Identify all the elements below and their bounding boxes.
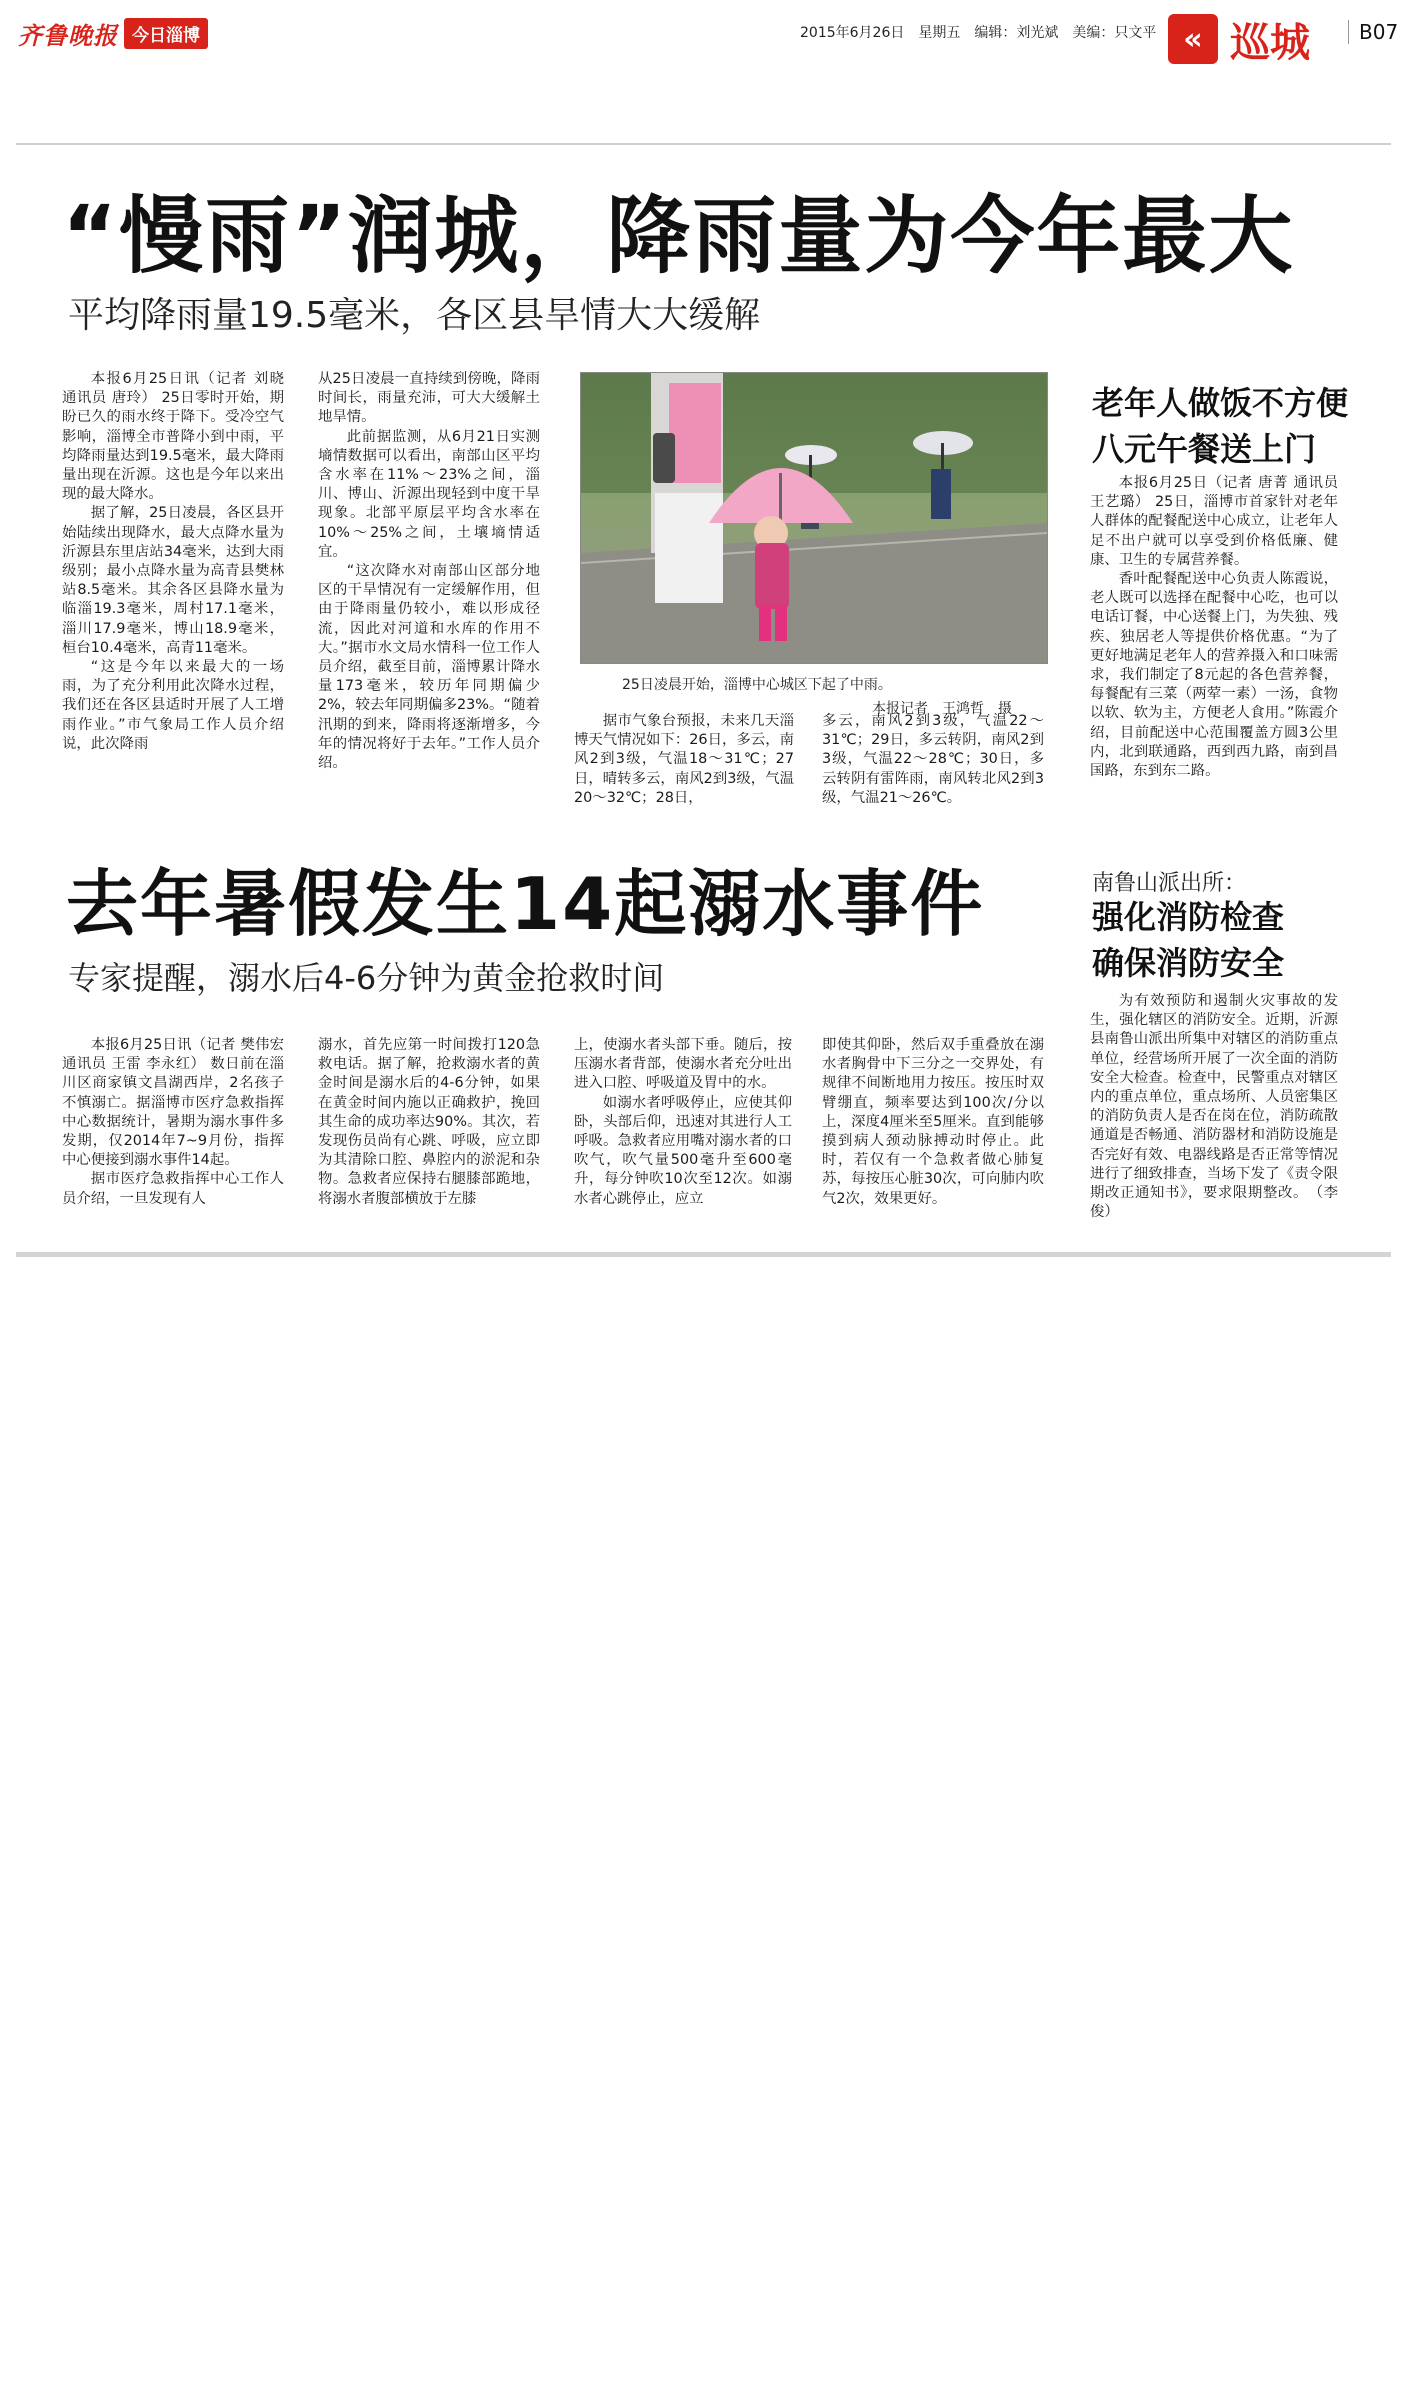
news-photo: [580, 372, 1048, 664]
side2-title-line-2: 确保消防安全: [1092, 944, 1285, 982]
story1-column-1: [62, 370, 284, 830]
masthead-brand: [18, 16, 208, 50]
side1-title-line-2: 八元午餐送上门: [1092, 430, 1317, 468]
paragraph: 香叶配餐配送中心负责人陈霞说，老人既可以选择在配餐中心吃，也可以电话订餐，中心送餐上门，为失独、残疾、独居老人等提供价格优惠。“为了更好地满足老年人的营养摄入和口味需求，我们制定了8元起的各色营养餐，每餐配有三菜（两荤一素）一汤，食物以软、软为主，方便老人食用。”陈霞介绍，目前配送中心范围覆盖方圆3公里内，北到联通路，西到西九路，南到昌国路，东到东二路。: [1090, 571, 1338, 780]
story2-column-3: [574, 1036, 792, 1246]
story1-column-2: [318, 370, 540, 830]
story2-column-1: [62, 1036, 284, 1246]
section-name: 巡城: [1230, 19, 1310, 66]
story2-headline: 去年暑假发生14起溺水事件: [66, 862, 985, 946]
side1-body: [1090, 474, 1338, 850]
paragraph: 此前据监测，从6月21日实测墒情数据可以看出，南部山区平均含水率在11%～23%之间，淄川、博山、沂源出现轻到中度干旱现象。北部平原层平均含水率在10%～25%之间，土壤墒情适宜。: [318, 428, 540, 560]
side2-kicker: 南鲁山派出所：: [1092, 871, 1247, 896]
paragraph: 本报6月25日讯（记者 刘晓 通讯员 唐玲） 25日零时开始，期盼已久的雨水终于降下。受冷空气影响，淄博全市普降小到中雨，平均降雨量达到19.5毫米，最大降雨量出现在沂源。这也是今年以来出现的最大降水。: [62, 371, 284, 503]
issue-meta: [800, 22, 1156, 42]
paragraph: 从25日凌晨一直持续到傍晚，降雨时间长，雨量充沛，可大大缓解土地旱情。: [318, 371, 540, 426]
story1-column-3: [574, 712, 794, 830]
paragraph: 据了解，25日凌晨，各区县开始陆续出现降水，最大点降水量为沂源县东里店站34毫米，达到大雨级别；最小点降水量为高青县樊林站8.5毫米。其余各区县降水量为临淄19.3毫米，周村17.1毫米，淄川17.9毫米，博山18.9毫米，桓台10.4毫米，高青11毫米。: [62, 505, 284, 656]
paragraph: 据市医疗急救指挥中心工作人员介绍，一旦发现有人: [62, 1171, 284, 1207]
paragraph: 即使其仰卧，然后双手重叠放在溺水者胸骨中下三分之一交界处，有规律不间断地用力按压。按压时双臂绷直，频率要达到100次/分以上，深度4厘米至5厘米。直到能够摸到病人颈动脉搏动时停止。此时，若仅有一个急救者做心肺复苏，每按压心脏30次，可向肺内吹气2次，效果更好。: [822, 1037, 1044, 1207]
edition-tag: 今日淄博: [124, 18, 208, 49]
section-tab: [1168, 10, 1368, 68]
story2-subhead: 专家提醒，溺水后4-6分钟为黄金抢救时间: [68, 959, 665, 997]
paragraph: 多云，南风2到3级，气温22～31℃；29日，多云转阴，南风2到3级，气温22～28℃；30日，多云转阴有雷阵雨，南风转北风2到3级，气温21～26℃。: [822, 713, 1044, 806]
page-number: B07: [1348, 20, 1398, 44]
side2-body: [1090, 992, 1338, 1246]
rainy-street-photo: [581, 373, 1047, 663]
story2-column-4: [822, 1036, 1044, 1246]
art-editor-credit: 美编：只文平: [1072, 25, 1157, 41]
editor-credit: 编辑：刘光斌: [974, 25, 1059, 41]
paragraph: 据市气象台预报，未来几天淄博天气情况如下：26日，多云，南风2到3级，气温18～31℃；27日，晴转多云，南风2到3级，气温20～32℃；28日，: [574, 713, 794, 806]
story1-column-4: [822, 712, 1044, 830]
paragraph: 如溺水者呼吸停止，应使其仰卧，头部后仰，迅速对其进行人工呼吸。急救者应用嘴对溺水者的口吹气，吹气量500毫升至600毫升，每分钟吹10次至12次。如溺水者心跳停止，应立: [574, 1094, 792, 1207]
photo-caption: 25日凌晨开始，淄博中心城区下起了中雨。: [622, 677, 892, 693]
side2-title-line-1: 强化消防检查: [1092, 898, 1285, 936]
story1-headline: “慢雨”润城，降雨量为今年最大: [62, 187, 1295, 285]
paragraph: 上，使溺水者头部下垂。随后，按压溺水者背部，使溺水者充分吐出进入口腔、呼吸道及胃中的水。: [574, 1037, 792, 1092]
bottom-divider: [16, 1252, 1391, 1257]
story1-subhead: 平均降雨量19.5毫米，各区县旱情大大缓解: [68, 295, 761, 336]
newspaper-logo: 齐鲁晚报: [18, 20, 118, 50]
paragraph: 本报6月25日（记者 唐菁 通讯员 王艺璐） 25日，淄博市首家针对老年人群体的配餐配送中心成立，让老年人足不出户就可以享受到价格低廉、健康、卫生的专属营养餐。: [1090, 475, 1338, 568]
side1-title-line-1: 老年人做饭不方便: [1092, 384, 1349, 422]
paragraph: “这次降水对南部山区部分地区的干旱情况有一定缓解作用，但由于降雨量仍较小，难以形成径流，因此对河道和水库的作用不大。”据市水文局水情科一位工作人员介绍，截至目前，淄博累计降水量173毫米，较历年同期偏少2%，较去年同期偏多23%。“随着汛期的到来，降雨将逐渐增多，今年的情况将好于去年。”工作人员介绍。: [318, 563, 540, 772]
top-divider: [16, 143, 1391, 145]
paragraph: “这是今年以来最大的一场雨，为了充分利用此次降水过程，我们还在各区县适时开展了人工增雨作业。”市气象局工作人员介绍说，此次降雨: [62, 659, 284, 752]
issue-weekday: 星期五: [918, 25, 961, 41]
paragraph: 本报6月25日讯（记者 樊伟宏 通讯员 王雷 李永红） 数日前在淄川区商家镇文昌湖西岸，2名孩子不慎溺亡。据淄博市医疗急救指挥中心数据统计，暑期为溺水事件多发期，仅2014年7~9月份，指挥中心便接到溺水事件14起。: [62, 1037, 284, 1169]
chevron-left-icon: «: [1168, 14, 1218, 64]
paragraph: 溺水，首先应第一时间拨打120急救电话。据了解，抢救溺水者的黄金时间是溺水后的4-6分钟，如果在黄金时间内施以正确救护，挽回其生命的成功率达90%。其次，若发现伤员尚有心跳、呼吸，应立即为其清除口腔、鼻腔内的淤泥和杂物。急救者应保持右腿膝部跪地，将溺水者腹部横放于左膝: [318, 1037, 540, 1207]
issue-date: 2015年6月26日: [800, 25, 905, 41]
paragraph: 为有效预防和遏制火灾事故的发生，强化辖区的消防安全。近期，沂源县南鲁山派出所集中对辖区的消防重点单位，经营场所开展了一次全面的消防安全大检查。检查中，民警重点对辖区内的重点单位，重点场所、人员密集区的消防负责人是否在岗在位，消防疏散通道是否畅通、消防器材和消防设施是否完好有效、电器线路是否正常等情况进行了细致排查，当场下发了《责令限期改正通知书》，要求限期整改。 （李俊）: [1090, 993, 1338, 1221]
story2-column-2: [318, 1036, 540, 1246]
photo-credit: 本报记者 王鸿哲 摄: [872, 701, 1012, 717]
